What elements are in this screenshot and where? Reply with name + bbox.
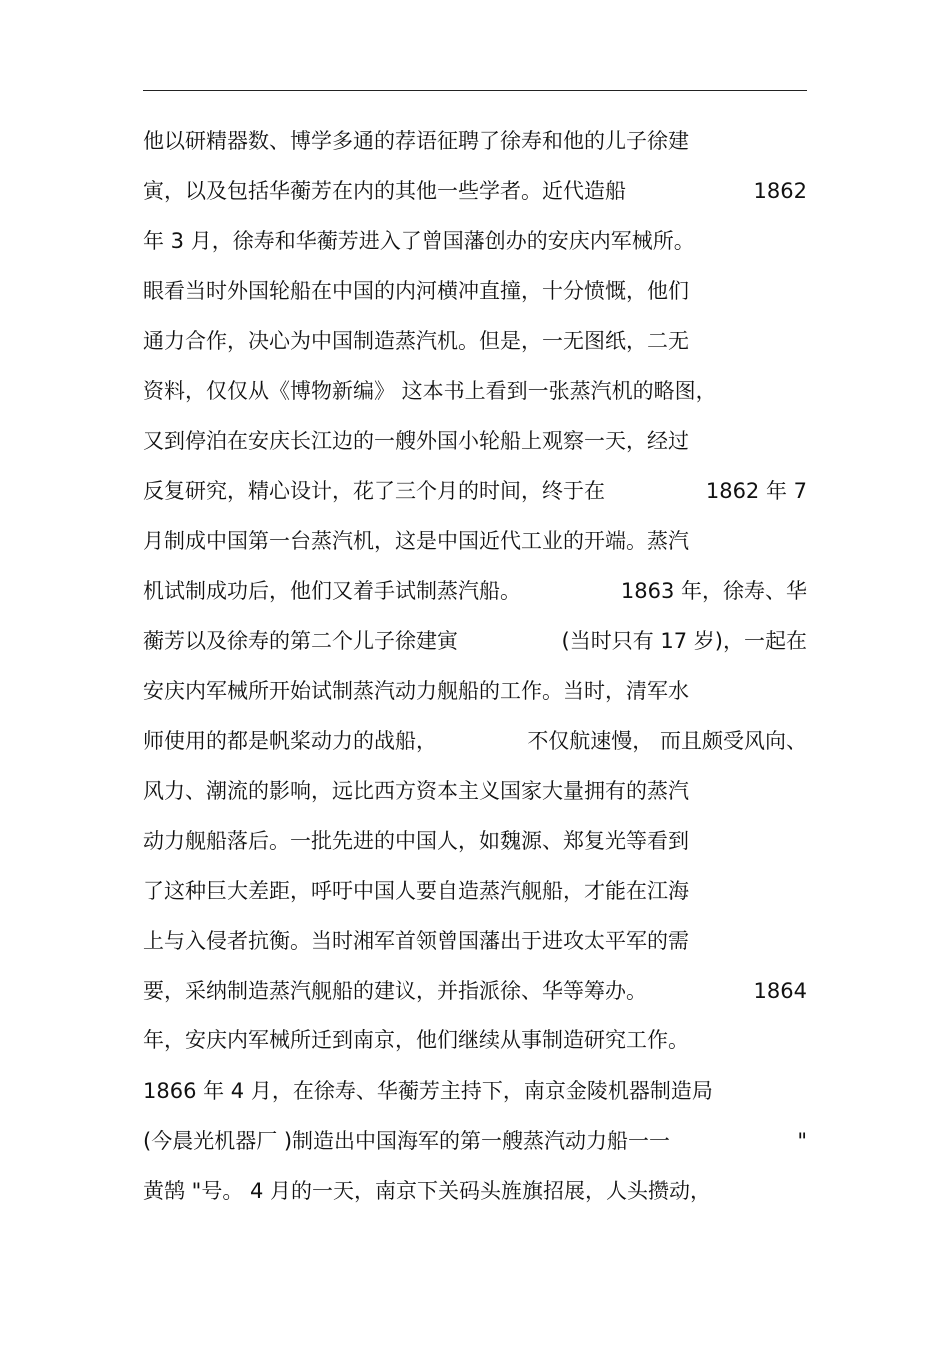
- line-text: 反复研究，精心设计，花了三个月的时间，终于在: [143, 479, 605, 503]
- line-text: 1866 年 4 月，在徐寿、华蘅芳主持下，南京金陵机器制造局: [143, 1079, 713, 1103]
- line-text: 月制成中国第一台蒸汽机，这是中国近代工业的开端。蒸汽: [143, 529, 689, 553]
- line-text-right: 1863 年，徐寿、华: [620, 579, 807, 603]
- text-line: [143, 1025, 807, 1055]
- line-text: 师使用的都是帆桨动力的战船，: [143, 729, 437, 753]
- line-text: 风力、潮流的影响，远比西方资本主义国家大量拥有的蒸汽: [143, 779, 689, 803]
- text-line: [143, 326, 807, 356]
- line-text: 了这种巨大差距，呼吁中国人要自造蒸汽舰船，才能在江海: [143, 879, 689, 903]
- line-text-right: 1864: [753, 979, 807, 1003]
- line-text: 黄鹄 "号。 4 月的一天，南京下关码头旌旗招展，人头攒动，: [143, 1179, 712, 1203]
- line-text: 动力舰船落后。一批先进的中国人，如魏源、郑复光等看到: [143, 829, 689, 853]
- line-text: 眼看当时外国轮船在中国的内河横冲直撞，十分愤慨，他们: [143, 279, 689, 303]
- text-line: [143, 426, 807, 456]
- text-line: [143, 226, 807, 256]
- text-line: [143, 676, 807, 706]
- text-line: [143, 526, 807, 556]
- line-text-right: ": [797, 1129, 807, 1153]
- line-text-right: 1862: [753, 179, 807, 203]
- header-rule: [143, 90, 807, 91]
- text-line: [143, 1126, 807, 1156]
- text-line: [143, 126, 807, 156]
- line-text: 又到停泊在安庆长江边的一艘外国小轮船上观察一天，经过: [143, 429, 689, 453]
- line-text: 寅，以及包括华蘅芳在内的其他一些学者。近代造船: [143, 179, 626, 203]
- text-line: [143, 776, 807, 806]
- line-text: 安庆内军械所开始试制蒸汽动力舰船的工作。当时，清军水: [143, 679, 689, 703]
- line-text: 他以研精器数、博学多通的荐语征聘了徐寿和他的儿子徐建: [143, 129, 689, 153]
- text-line: [143, 626, 807, 656]
- line-text: 要，采纳制造蒸汽舰船的建议，并指派徐、华等筹办。: [143, 979, 647, 1003]
- text-line: [143, 176, 807, 206]
- text-line: [143, 576, 807, 606]
- text-line: [143, 826, 807, 856]
- text-line: [143, 976, 807, 1006]
- line-text: 通力合作，决心为中国制造蒸汽机。但是，一无图纸，二无: [143, 329, 689, 353]
- text-line: [143, 1176, 807, 1206]
- line-text-right: (当时只有 17 岁)，一起在: [561, 629, 807, 653]
- text-line: [143, 926, 807, 956]
- line-text: 资料，仅仅从《博物新编》 这本书上看到一张蒸汽机的略图，: [143, 379, 717, 403]
- line-text-right: 不仅航速慢， 而且颇受风向、: [527, 729, 807, 753]
- line-text-right: 1862 年 7: [705, 479, 807, 503]
- line-text: 蘅芳以及徐寿的第二个儿子徐建寅: [143, 629, 458, 653]
- text-line: [143, 376, 807, 406]
- line-text: 年，安庆内军械所迁到南京，他们继续从事制造研究工作。: [143, 1028, 689, 1052]
- text-line: [143, 476, 807, 506]
- line-text: 上与入侵者抗衡。当时湘军首领曾国藩出于进攻太平军的需: [143, 929, 689, 953]
- text-line: [143, 726, 807, 756]
- text-line: [143, 876, 807, 906]
- line-text: (今晨光机器厂 )制造出中国海军的第一艘蒸汽动力船一一: [143, 1129, 671, 1153]
- line-text: 年 3 月，徐寿和华蘅芳进入了曾国藩创办的安庆内军械所。: [143, 229, 695, 253]
- text-line: [143, 276, 807, 306]
- line-text: 机试制成功后，他们又着手试制蒸汽船。: [143, 579, 521, 603]
- text-line: [143, 1076, 807, 1106]
